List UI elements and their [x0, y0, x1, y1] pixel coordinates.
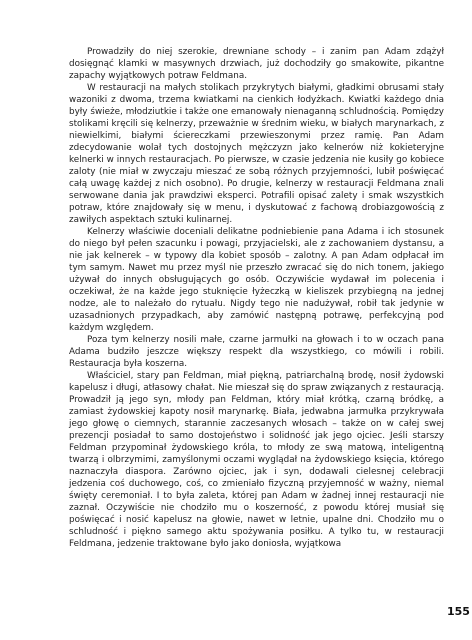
paragraph: W restauracji na małych stolikach przykrytych białymi, gładkimi obrusami stały wazoniki z dwoma, trzema kwiatkami na cienkich łodyżkach. Kwiatki każdego dnia były świeże, młodziutkie i także one emanowały nienaganną schludnością. Pomiędzy stolikami kręcili się kelnerzy, przeważnie w średnim wieku, w białych marynarkach, z niewielkimi, białymi ściereczkami przewieszonymi przez ramię. Pan Adam zdecydowanie wolał tych dostojnych mężczyzn jako kelnerów niż kokieteryjne kelnerki w innych restauracjach. Po pierwsze, w czasie jedzenia nie kusiły go kobiece zaloty (nie miał w zwyczaju mieszać ze sobą różnych przyjemności, lubił poświęcać całą uwagę każdej z nich osobno). Po drugie, kelnerzy w restauracji Feldmana znali serwowane dania jak prawdziwi eksperci. Potrafili opisać zalety i smak wszystkich potraw, które znajdowały się w menu, i dyskutować z fachową drobiazgowością z zawiłych aspektach sztuki kulinarnej. — [69, 83, 444, 225]
paragraph: Właściciel, stary pan Feldman, miał piękną, patriarchalną brodę, nosił żydowski kapelusz i długi, atłasowy chałat. Nie mieszał się do spraw związanych z restauracją. Prowadził ją jego syn, młody pan Feldman, który miał krótką, czarną bródkę, a zamiast żydowskiej kapoty nosił marynarkę. Biała, jedwabna jarmułka przykrywała jego głowę o ciemnych, starannie zaczesanych włosach – także on w całej swej prezencji posiadał to samo dostojeństwo i solidność jak jego ojciec. Jeśli starszy Feldman przypominał żydowskiego króla, to młody ze swą matową, inteligentną twarzą i olbrzymimi, zamyślonymi oczami wyglądał na żydowskiego księcia, którego naznaczyła diaspora. Zarówno ojciec, jak i syn, dodawali cielesnej celebracji jedzenia coś duchowego, coś, co zmieniało fizyczną przyjemność w ważny, niemal święty ceremoniał. I to była zaleta, której pan Adam w żadnej innej restauracji nie zaznał. Oczywiście nie chodziło mu o koszerność, z powodu której musiał się poświęcać i nosić kapelusz na głowie, nawet w letnie, upalne dni. Chodziło mu o schludność i piękno samego aktu spożywania posiłku. A tylko tu, w restauracji Feldmana, jedzenie traktowane było jako doniosła, wyjątkowa — [69, 371, 444, 549]
body-text — [69, 46, 444, 550]
paragraph: Prowadziły do niej szerokie, drewniane schody – i zanim pan Adam zdążył dosięgnąć klamki w masywnych drzwiach, już dochodziły go smakowite, pikantne zapachy wyjątkowych potraw Feldmana. — [69, 47, 444, 81]
paragraph: Kelnerzy właściwie doceniali delikatne podniebienie pana Adama i ich stosunek do niego był pełen szacunku i powagi, przyjacielski, ale z zachowaniem dystansu, a nie jak kelnerek – w typowy dla kobiet sposób – zalotny. A pan Adam odpłacał im tym samym. Nawet mu przez myśl nie przeszło zwracać się do nich tonem, jakiego używał do innych obsługujących go osób. Oczywiście wydawał im polecenia i oczekiwał, że na każde jego stuknięcie łyżeczką w kieliszek przybiegną na jednej nodze, ale to należało do rytuału. Nigdy tego nie nadużywał, robił tak jedynie w uzasadnionych przypadkach, aby zamówić następną potrawę, perfekcyjną pod każdym względem. — [69, 227, 444, 333]
paragraph: Poza tym kelnerzy nosili małe, czarne jarmułki na głowach i to w oczach pana Adama budziło jeszcze większy respekt dla wszystkiego, co mówili i robili. Restauracja była koszerna. — [69, 335, 444, 369]
page-number: 155 — [447, 605, 470, 618]
